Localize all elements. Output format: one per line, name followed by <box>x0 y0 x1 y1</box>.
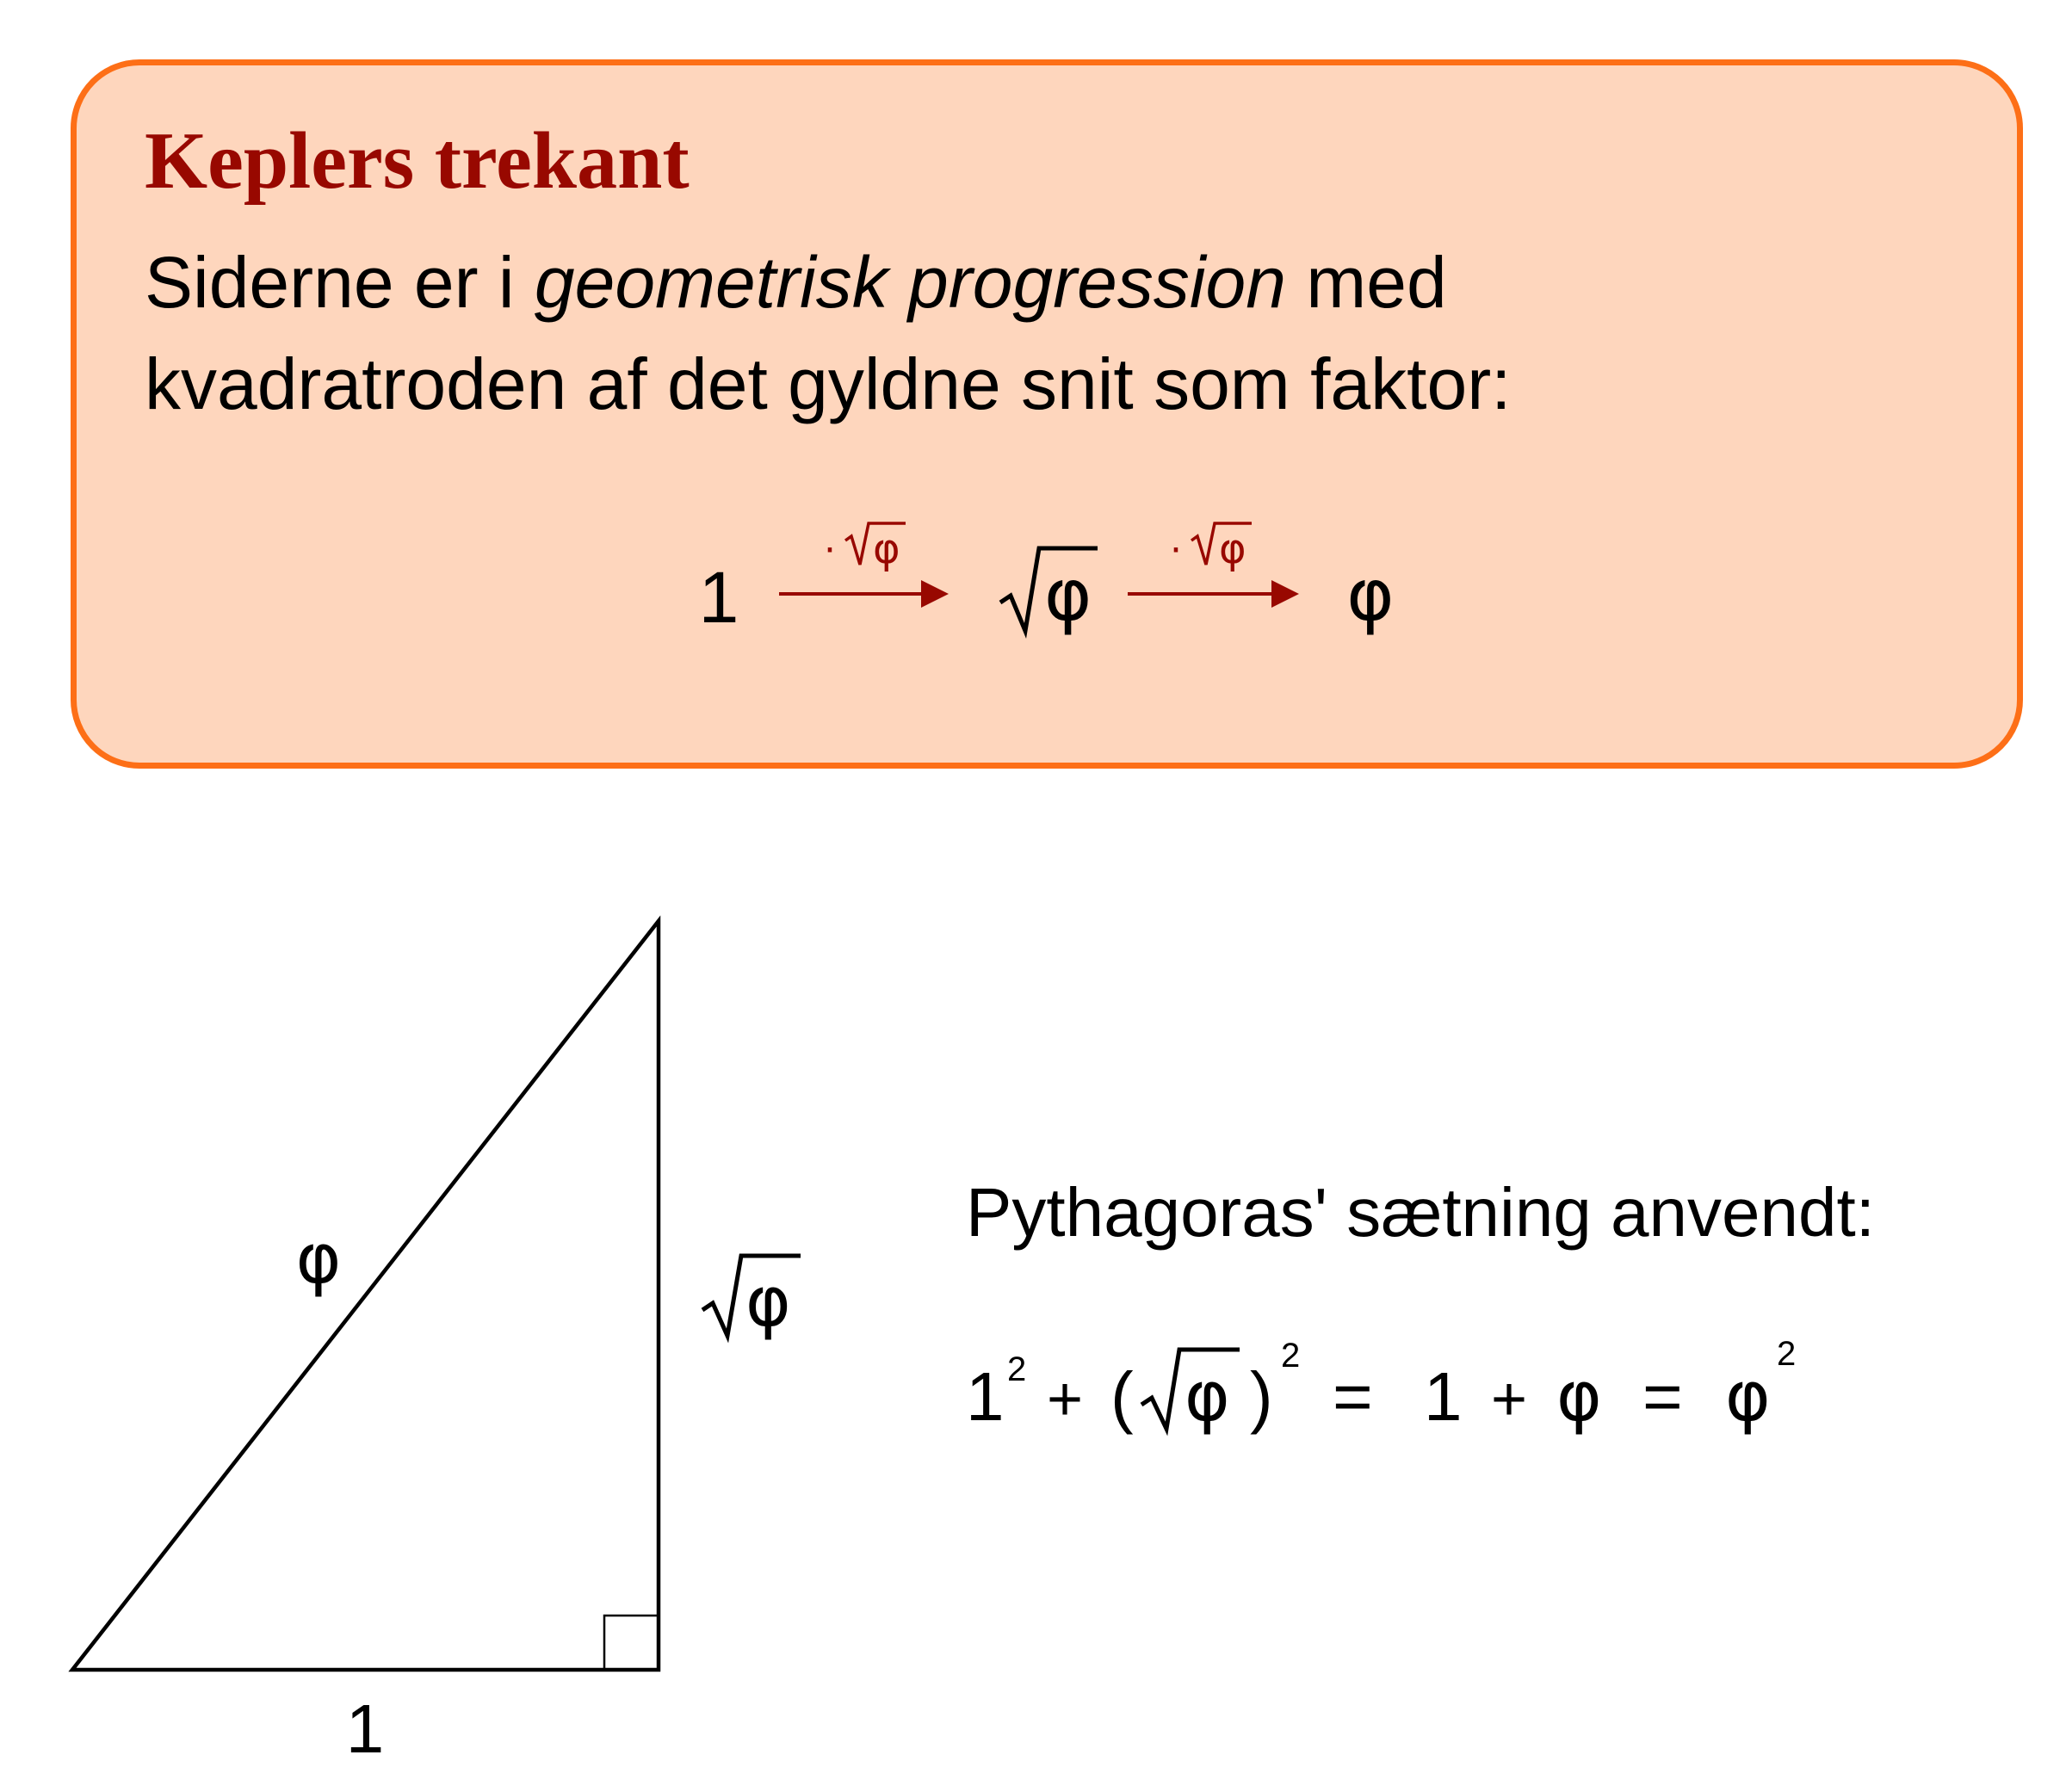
description-line-2: kvadratroden af det gyldne snit som faktor: <box>145 343 1512 424</box>
progression <box>699 523 1395 638</box>
eq-exponent: 2 <box>1777 1335 1797 1373</box>
pythagoras-equation <box>966 1335 1796 1437</box>
progression-start: 1 <box>698 557 739 638</box>
hypotenuse-label: φ <box>295 1219 342 1299</box>
kepler-triangle <box>72 921 801 1767</box>
leg-radicand: φ <box>745 1262 791 1342</box>
eq-plus: + <box>1047 1365 1084 1434</box>
right-angle-marker <box>604 1616 659 1670</box>
eq-one: 1 <box>1424 1358 1463 1435</box>
multiply-dot: · <box>1170 528 1182 572</box>
step-radicand: φ <box>1219 525 1246 573</box>
eq-one: 1 <box>966 1358 1005 1435</box>
eq-left-paren: ( <box>1110 1358 1134 1435</box>
eq-exponent: 2 <box>1281 1337 1301 1375</box>
step-radicand: φ <box>873 525 900 573</box>
pythagoras-section <box>966 1174 1875 1437</box>
eq-phi-squared: φ <box>1725 1356 1771 1437</box>
progression-end: φ <box>1346 553 1395 637</box>
progression-middle <box>1000 548 1098 637</box>
box-title: Keplers trekant <box>145 116 690 206</box>
eq-right-paren: ) <box>1250 1358 1273 1435</box>
multiply-dot: · <box>824 528 836 572</box>
leg-label <box>702 1256 801 1342</box>
pythagoras-heading: Pythagoras' sætning anvendt: <box>966 1174 1875 1251</box>
middle-radicand: φ <box>1044 553 1092 637</box>
step-label-1 <box>824 523 906 573</box>
eq-radicand: φ <box>1185 1356 1230 1437</box>
description-emphasis: geometrisk progression <box>534 242 1286 323</box>
base-label: 1 <box>345 1690 385 1767</box>
description-text: med <box>1285 242 1447 323</box>
description-text: Siderne er i <box>145 242 535 323</box>
eq-equals: = <box>1642 1358 1683 1435</box>
step-label-2 <box>1170 523 1252 573</box>
eq-plus: + <box>1491 1365 1528 1434</box>
triangle-outline <box>72 921 659 1670</box>
eq-phi: φ <box>1556 1356 1602 1437</box>
eq-equals: = <box>1333 1358 1373 1435</box>
eq-exponent: 2 <box>1007 1350 1027 1388</box>
